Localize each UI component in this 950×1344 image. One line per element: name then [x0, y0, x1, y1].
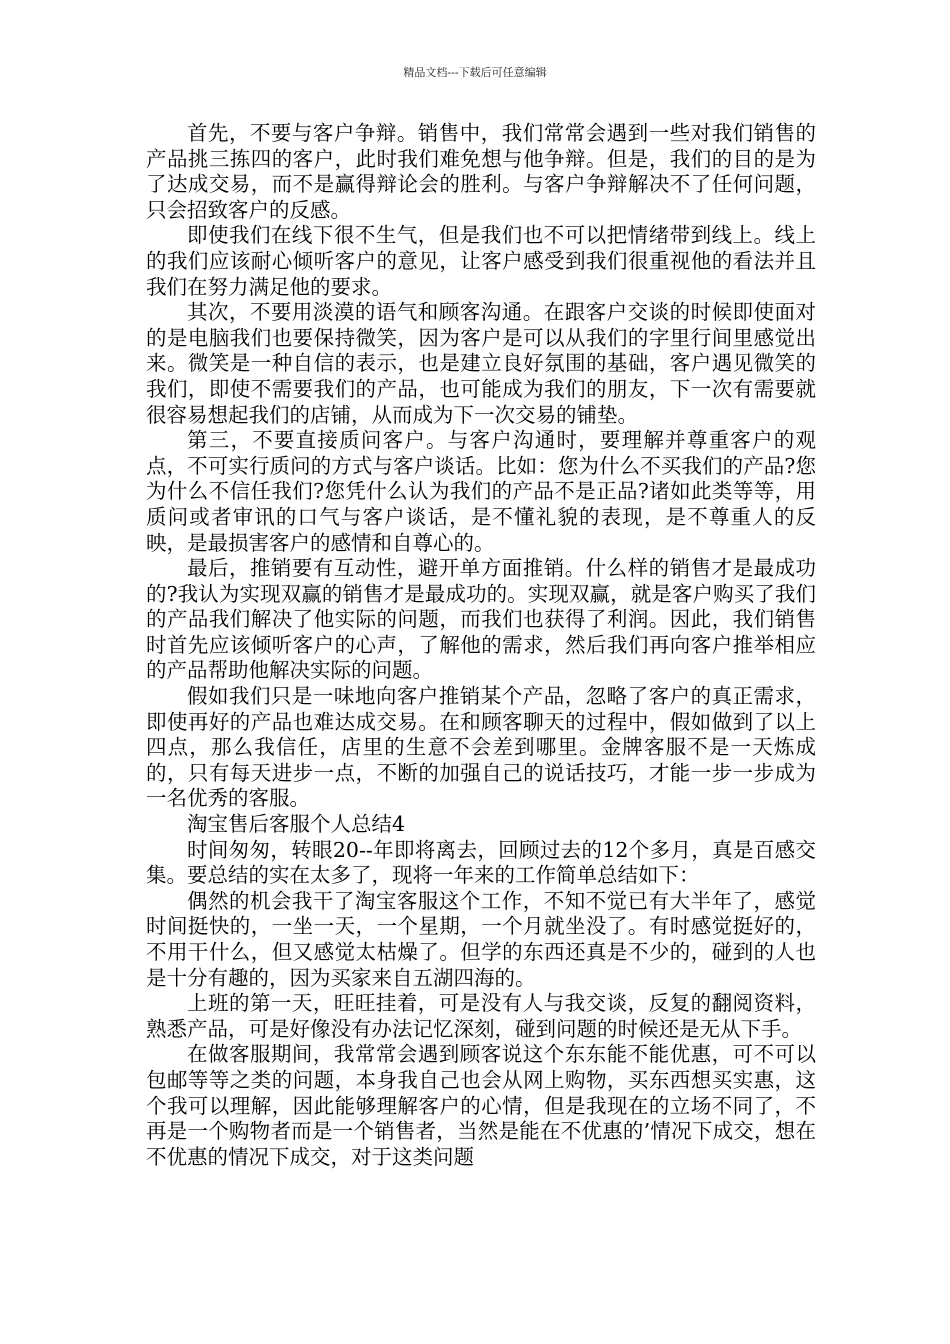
paragraph-no-questioning: 第三，不要直接质问客户。与客户沟通时，要理解并尊重客户的观点，不可实行质问的方式与客户谈话。比如：您为什么不买我们的产品?您为什么不信任我们?您凭什么认为我们的产品不是正品?诸如此类等等，用质问或者审讯的口气与客户谈话，是不懂礼貌的表现，是不尊重人的反映，是最损害客户的感情和自尊心的。	[146, 428, 816, 555]
document-body	[146, 121, 816, 1170]
paragraph-smile: 其次，不要用淡漠的语气和顾客沟通。在跟客户交谈的时候即使面对的是电脑我们也要保持微笑，因为客户是可以从我们的字里行间里感觉出来。微笑是一种自信的表示，也是建立良好氛围的基础，客户遇见微笑的我们，即使不需要我们的产品，也可能成为我们的朋友，下一次有需要就很容易想起我们的店铺，从而成为下一次交易的铺垫。	[146, 300, 816, 427]
paragraph-taobao-job: 偶然的机会我干了淘宝客服这个工作，不知不觉已有大半年了，感觉时间挺快的，一坐一天，一个星期，一个月就坐没了。有时感觉挺好的，不用干什么，但又感觉太枯燥了。但学的东西还真是不少的，碰到的人也是十分有趣的，因为买家来自五湖四海的。	[146, 888, 816, 990]
section-heading: 淘宝售后客服个人总结4	[187, 812, 406, 837]
page-header: 精品文档---下载后可任意编辑	[403, 66, 547, 79]
paragraph-dont-argue: 首先，不要与客户争辩。销售中，我们常常会遇到一些对我们销售的产品挑三拣四的客户，此时我们难免想与他争辩。但是，我们的目的是为了达成交易，而不是赢得辩论会的胜利。与客户争辩解决不了任何问题，只会招致客户的反感。	[146, 121, 816, 222]
paragraph-emotion-offline: 即使我们在线下很不生气，但是我们也不可以把情绪带到线上。线上的我们应该耐心倾听客户的意见，让客户感受到我们很重视他的看法并且我们在努力满足他的要求。	[146, 223, 816, 299]
paragraph-year-review: 时间匆匆，转眼20--年即将离去，回顾过去的12个多月，真是百感交集。要总结的实在太多了，现将一年来的工作简单总结如下：	[146, 837, 816, 888]
paragraph-interactive-selling: 最后，推销要有互动性，避开单方面推销。什么样的销售才是最成功的?我认为实现双赢的销售才是最成功的。实现双赢，就是客户购买了我们的产品我们解决了他实际的问题，而我们也获得了利润。因此，我们销售时首先应该倾听客户的心声，了解他的需求，然后我们再向客户推举相应的产品帮助他解决实际的问题。	[146, 556, 816, 683]
paragraph-true-needs: 假如我们只是一味地向客户推销某个产品，忽略了客户的真正需求，即使再好的产品也难达成交易。在和顾客聊天的过程中，假如做到了以上四点，那么我信任，店里的生意不会差到哪里。金牌客服不是一天炼成的，只有每天进步一点，不断的加强自己的说话技巧，才能一步一步成为一名优秀的客服。	[146, 684, 816, 811]
paragraph-first-day: 上班的第一天，旺旺挂着，可是没有人与我交谈，反复的翻阅资料，熟悉产品，可是好像没有办法记忆深刻，碰到问题的时候还是无从下手。	[146, 991, 816, 1041]
paragraph-discount-questions: 在做客服期间，我常常会遇到顾客说这个东东能不能优惠，可不可以包邮等等之类的问题，本身我自己也会从网上购物，买东西想买实惠，这个我可以理解，因此能够理解客户的心情，但是我现在的立场不同了，不再是一个购物者而是一个销售者，当然是能在不优惠的’情况下成交，想在不优惠的情况下成交，对于这类问题	[146, 1042, 816, 1169]
